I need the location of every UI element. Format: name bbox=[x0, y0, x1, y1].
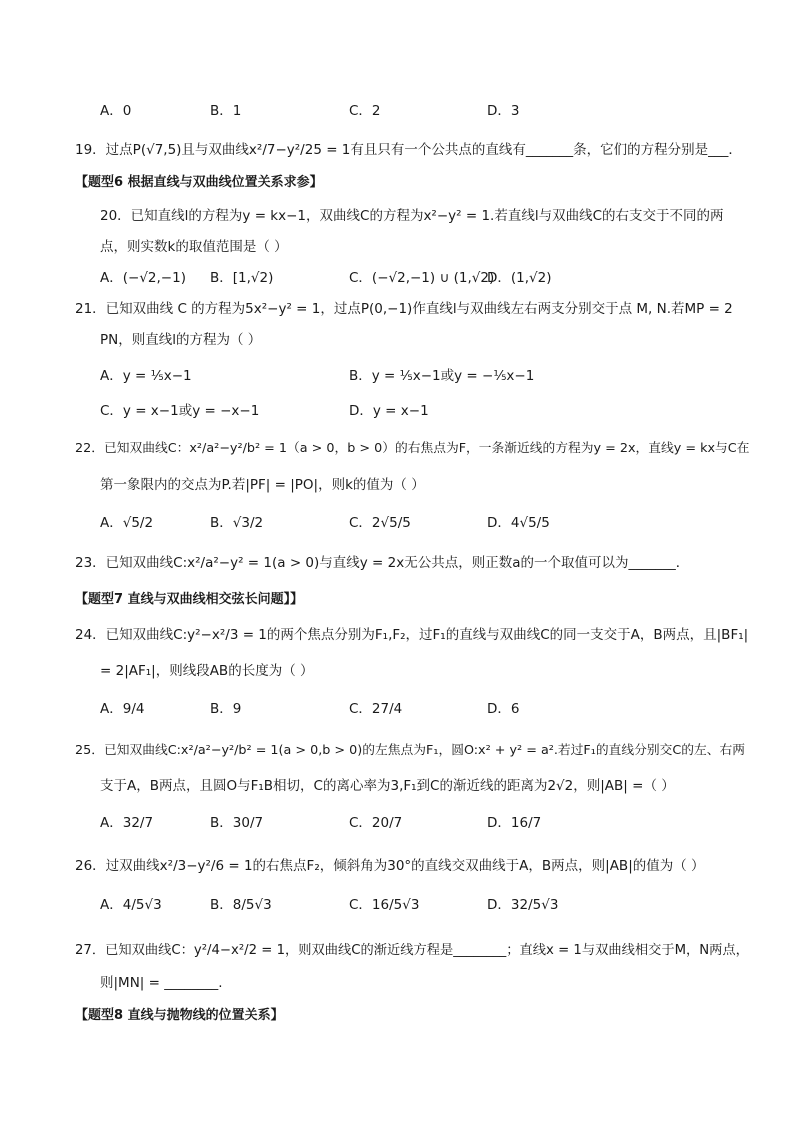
question-24-line-2: = 2|AF₁|，则线段AB的长度为（ ） bbox=[100, 663, 314, 679]
q21-option-d: D．y = x−1 bbox=[349, 403, 429, 419]
question-19: 19．过点P(√7,5)且与双曲线x²/7−y²/25 = 1有且只有一个公共点的直线有_______条，它们的方程分别是___． bbox=[75, 142, 742, 158]
q24-option-c: C．27/4 bbox=[349, 701, 403, 717]
question-24-line-1: 24．已知双曲线C:y²−x²/3 = 1的两个焦点分别为F₁,F₂，过F₁的直线与双曲线C的同一支交于A，B两点，且|BF₁| bbox=[75, 627, 749, 643]
q24-option-a: A．9/4 bbox=[100, 701, 145, 717]
q25-option-c: C．20/7 bbox=[349, 815, 403, 831]
q26-option-a: A．4/5√3 bbox=[100, 897, 162, 913]
question-27-line-1: 27．已知双曲线C：y²/4−x²/2 = 1，则双曲线C的渐近线方程是________；直线x = 1与双曲线相交于M，N两点， bbox=[75, 943, 749, 958]
question-25-line-1: 25．已知双曲线C:x²/a²−y²/b² = 1(a > 0,b > 0)的左焦点为F₁，圆O:x² + y² = a².若过F₁的直线分别交C的左、右两 bbox=[75, 743, 746, 758]
question-20-line-1: 20．已知直线l的方程为y = kx−1，双曲线C的方程为x²−y² = 1.若直线l与双曲线C的右支交于不同的两 bbox=[100, 208, 724, 224]
q25-option-d: D．16/7 bbox=[487, 815, 542, 831]
q26-option-b: B．8/5√3 bbox=[210, 897, 272, 913]
q22-option-d: D．4√5/5 bbox=[487, 515, 550, 531]
q26-option-c: C．16/5√3 bbox=[349, 897, 420, 913]
q20-option-c: C．(−√2,−1) ∪ (1,√2) bbox=[349, 270, 495, 286]
q18-option-b: B．1 bbox=[210, 103, 242, 119]
q22-option-b: B．√3/2 bbox=[210, 515, 264, 531]
question-26: 26．过双曲线x²/3−y²/6 = 1的右焦点F₂，倾斜角为30°的直线交双曲线于A，B两点，则|AB|的值为（ ） bbox=[75, 858, 705, 874]
section-6-title: 【题型6 根据直线与双曲线位置关系求参】 bbox=[75, 175, 323, 190]
q21-option-a: A．y = ⅕x−1 bbox=[100, 368, 192, 384]
q24-option-b: B．9 bbox=[210, 701, 242, 717]
q18-option-d: D．3 bbox=[487, 103, 520, 119]
q18-option-a: A．0 bbox=[100, 103, 132, 119]
question-22-line-2: 第一象限内的交点为P.若|PF| = |PO|，则k的值为（ ） bbox=[100, 477, 425, 493]
q25-option-b: B．30/7 bbox=[210, 815, 264, 831]
section-7-title: 【题型7 直线与双曲线相交弦长问题】】 bbox=[75, 592, 304, 607]
q24-option-d: D．6 bbox=[487, 701, 520, 717]
question-23: 23．已知双曲线C:x²/a²−y² = 1(a > 0)与直线y = 2x无公共点，则正数a的一个取值可以为_______． bbox=[75, 555, 690, 571]
section-8-title: 【题型8 直线与抛物线的位置关系】 bbox=[75, 1008, 284, 1023]
q20-option-a: A．(−√2,−1) bbox=[100, 270, 186, 286]
q25-option-a: A．32/7 bbox=[100, 815, 154, 831]
question-27-line-2: 则|MN| = ________. bbox=[100, 975, 223, 991]
q22-option-c: C．2√5/5 bbox=[349, 515, 411, 531]
question-21-line-1: 21．已知双曲线 C 的方程为5x²−y² = 1，过点P(0,−1)作直线l与双曲线左右两支分别交于点 M, N.若MP = 2 bbox=[75, 301, 733, 317]
question-22-line-1: 22．已知双曲线C：x²/a²−y²/b² = 1（a > 0，b > 0）的右焦点为F，一条渐近线的方程为y = 2x，直线y = kx与C在 bbox=[75, 441, 750, 456]
q21-option-b: B．y = ⅕x−1或y = −⅕x−1 bbox=[349, 368, 535, 384]
q18-option-c: C．2 bbox=[349, 103, 381, 119]
q20-option-b: B．[1,√2) bbox=[210, 270, 274, 286]
question-20-line-2: 点，则实数k的取值范围是（ ） bbox=[100, 239, 288, 255]
q26-option-d: D．32/5√3 bbox=[487, 897, 559, 913]
q20-option-d: D．(1,√2) bbox=[487, 270, 552, 286]
q21-option-c: C．y = x−1或y = −x−1 bbox=[100, 403, 260, 419]
q22-option-a: A．√5/2 bbox=[100, 515, 154, 531]
question-25-line-2: 支于A，B两点，且圆O与F₁B相切，C的离心率为3,F₁到C的渐近线的距离为2√2，则|AB| =（ ） bbox=[100, 778, 675, 794]
question-21-line-2: PN，则直线l的方程为（ ） bbox=[100, 332, 262, 348]
